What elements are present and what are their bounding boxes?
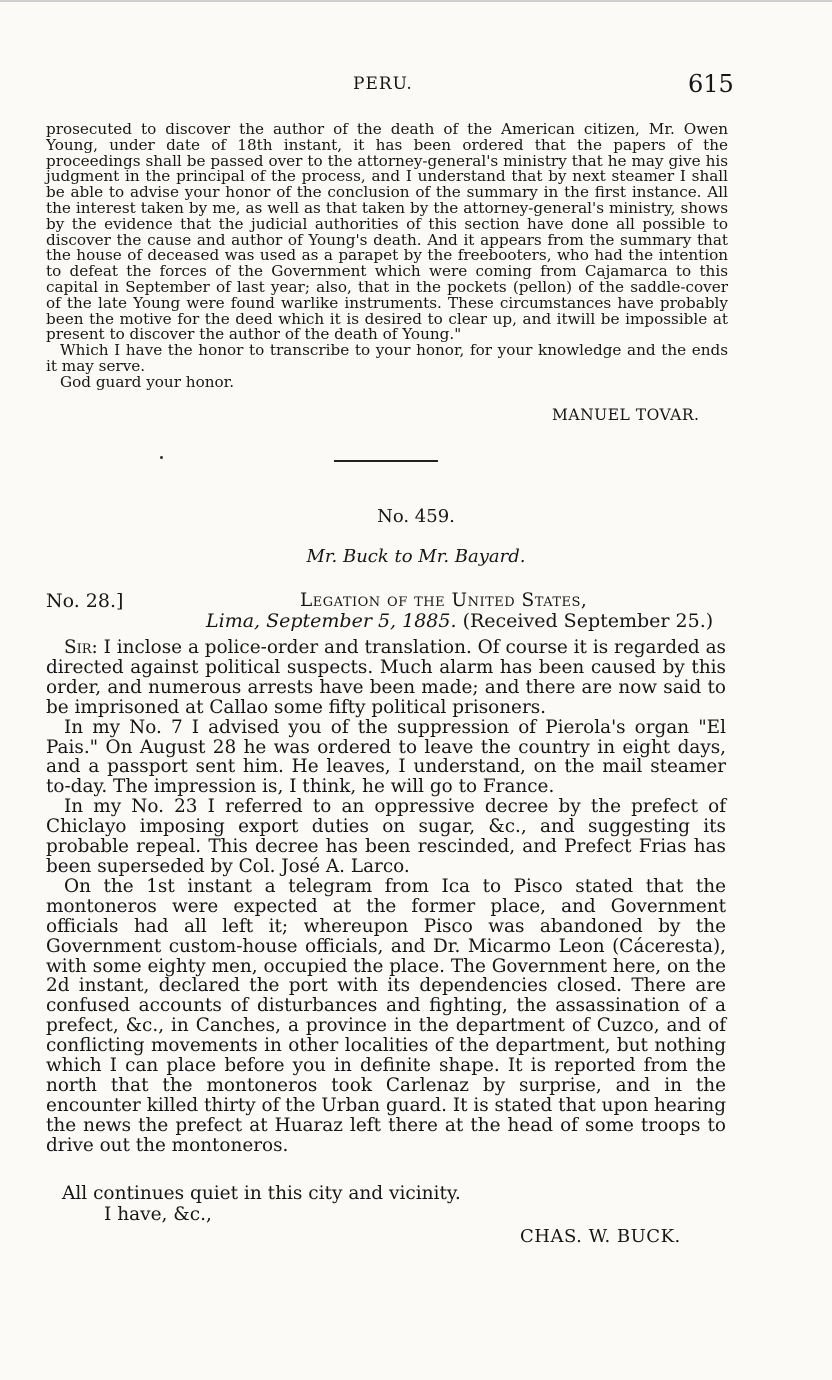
paragraph: Which I have the honor to transcribe to your honor, for your knowledge and the ends it may serve.: [46, 341, 728, 375]
complimentary-close: I have, &c.,: [104, 1204, 212, 1225]
sender-office: Legation of the United States,: [300, 590, 588, 611]
closing-line: All continues quiet in this city and vicinity.: [62, 1183, 461, 1204]
letter-body: [46, 638, 726, 1156]
paragraph: In my No. 23 I referred to an oppressive decree by the prefect of Chiclayo imposing export duties on sugar, &c., and suggesting its probable repeal. This decree has been rescinded, and Prefect Frias has been superseded by Col. José A. Larco.: [46, 796, 726, 877]
page-top-edge: [0, 0, 832, 2]
paragraph: [46, 638, 726, 718]
signature: CHAS. W. BUCK.: [520, 1226, 681, 1247]
document-title: Mr. Buck to Mr. Bayard.: [306, 546, 526, 567]
paragraph: prosecuted to discover the author of the death of the American citizen, Mr. Owen Young, under date of 18th instant, it has been ordered that the papers of the proceedings shall be passed over to the attorney-general's ministry that he may give his judgment in the principal of the process, and I understand that by next steamer I shall be able to advise your honor of the conclusion of the summary in the first instance. All the interest taken by me, as well as that taken by the attorney-general's ministry, shows by the evidence that the judicial authorities of this section have done all possible to discover the cause and author of Young's death. And it appears from the summary that the house of deceased was used as a parapet by the freebooters, who had the intention to defeat the forces of the Government which were coming from Cajamarca to this capital in September of last year; also, that in the pockets (pellon) of the saddle-cover of the late Young were found warlike instruments. These circumstances have probably been the motive for the deed which it is desired to clear up, and itwill be impossible at present to discover the author of the death of Young.": [46, 120, 728, 344]
section-divider: [334, 460, 438, 462]
document-number: No. 459.: [377, 506, 455, 527]
letter-continuation: [46, 122, 728, 391]
paragraph: On the 1st instant a telegram from Ica to Pisco stated that the montoneros were expected at the former place, and Government officials had all left it; whereupon Pisco was abandoned by the Government custom-house officials, and Dr. Micarmo Leon (Cáceresta), with some eighty men, occupied the place. The Government here, on the 2d instant, declared the port with its dependencies closed. There are confused accounts of disturbances and fighting, the assassination of a prefect, &c., in Canches, a province in the department of Cuzco, and of conflicting movements in other localities of the department, but nothing which I can place before you in definite shape. It is reported from the north that the montoneros took Carlenaz by surprise, and in the encounter killed thirty of the Urban guard. It is stated that upon hearing the news the prefect at Huaraz left there at the head of some troops to drive out the montoneros.: [46, 875, 726, 1156]
paragraph-text: I inclose a police-order and translation. Of course it is regarded as directed against political suspects. Much alarm has been caused by this order, and numerous arrests have been made; and there are now said to be imprisoned at Callao some fifty political prisoners.: [46, 637, 726, 718]
place-and-date: [206, 610, 713, 632]
running-head: PERU.: [353, 74, 413, 94]
reference-number: No. 28.]: [46, 590, 124, 612]
page-header: [0, 70, 832, 110]
received-date: (Received September 25.): [462, 610, 714, 632]
place-date: Lima, September 5, 1885.: [206, 610, 457, 632]
page-number: 615: [688, 70, 734, 98]
paragraph: God guard your honor.: [60, 372, 235, 391]
stray-mark: [160, 456, 163, 459]
paragraph: In my No. 7 I advised you of the suppression of Pierola's organ "El Pais." On August 28 he was ordered to leave the country in eight days, and a passport sent him. He leaves, I understand, on the mail steamer to-day. The impression is, I think, he will go to France.: [46, 716, 726, 798]
salutation: Sir:: [64, 637, 98, 658]
signature: MANUEL TOVAR.: [552, 406, 700, 424]
